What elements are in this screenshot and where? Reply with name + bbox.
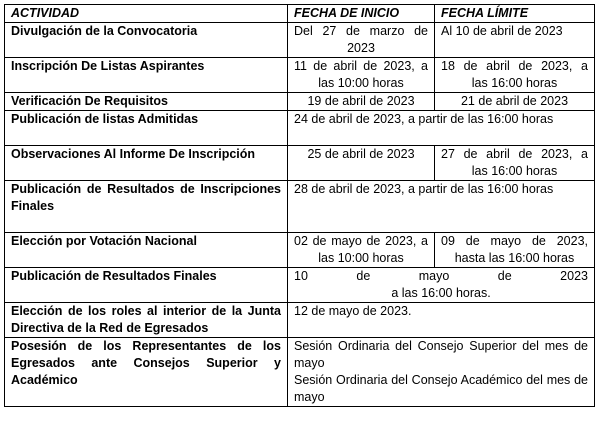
start-date-cell (288, 58, 435, 93)
table-row (5, 268, 595, 303)
activity-cell: Verificación De Requisitos (5, 93, 288, 111)
table-row (5, 338, 595, 407)
table-row (5, 303, 595, 338)
start-date-line1: 02 de mayo de 2023, a (294, 234, 428, 248)
activity-cell: Publicación de Resultados Finales (5, 268, 288, 303)
start-date-line2: 2023 (347, 41, 375, 55)
table-row (5, 93, 595, 111)
table-row (5, 58, 595, 93)
table-row (5, 233, 595, 268)
end-date-line2: las 16:00 horas (471, 76, 558, 90)
table-row (5, 181, 595, 233)
start-date-line2: las 10:00 horas (318, 251, 404, 265)
merged-date-line1: 10 de mayo de 2023 (294, 269, 588, 283)
activity-cell: Elección por Votación Nacional (5, 233, 288, 268)
start-date-cell: 25 de abril de 2023 (288, 146, 435, 181)
merged-date-line2: Sesión Ordinaria del Consejo Académico del mes de mayo (294, 373, 588, 404)
start-date-cell (288, 23, 435, 58)
schedule-table (4, 4, 595, 407)
activity-cell: Elección de los roles al interior de la Junta Directiva de la Red de Egresados (5, 303, 288, 338)
end-date-cell (435, 146, 595, 181)
end-date-line2: las 16:00 horas (471, 164, 558, 178)
merged-date-cell: 24 de abril de 2023, a partir de las 16:00 horas (288, 111, 595, 146)
end-date-line1: 09 de mayo de 2023, (441, 234, 588, 248)
merged-date-line1: Sesión Ordinaria del Consejo Superior del mes de mayo (294, 339, 588, 370)
end-date-line2: hasta las 16:00 horas (454, 251, 575, 265)
table-row (5, 111, 595, 146)
activity-cell: Publicación de Resultados de Inscripciones Finales (5, 181, 288, 233)
merged-date-cell (288, 268, 595, 303)
table-row (5, 146, 595, 181)
end-date-cell (435, 233, 595, 268)
end-date-cell: 21 de abril de 2023 (435, 93, 595, 111)
header-fecha-limite: FECHA LÍMITE (435, 5, 595, 23)
activity-cell: Publicación de listas Admitidas (5, 111, 288, 146)
start-date-line2: las 10:00 horas (318, 76, 404, 90)
table-row (5, 23, 595, 58)
end-date-cell (435, 58, 595, 93)
start-date-line1: 11 de abril de 2023, a (294, 59, 428, 73)
header-row (5, 5, 595, 23)
start-date-cell: 19 de abril de 2023 (288, 93, 435, 111)
header-fecha-inicio: FECHA DE INICIO (288, 5, 435, 23)
merged-date-cell (288, 338, 595, 407)
activity-cell: Posesión de los Representantes de los Egresados ante Consejos Superior y Académico (5, 338, 288, 407)
activity-cell: Divulgación de la Convocatoria (5, 23, 288, 58)
merged-date-line2: a las 16:00 horas. (391, 286, 491, 300)
activity-cell: Observaciones Al Informe De Inscripción (5, 146, 288, 181)
end-date-line1: 27 de abril de 2023, a (441, 147, 588, 161)
merged-date-cell: 12 de mayo de 2023. (288, 303, 595, 338)
merged-date-cell: 28 de abril de 2023, a partir de las 16:00 horas (288, 181, 595, 233)
activity-cell: Inscripción De Listas Aspirantes (5, 58, 288, 93)
header-actividad: ACTIVIDAD (5, 5, 288, 23)
end-date-line1: 18 de abril de 2023, a (441, 59, 588, 73)
end-date-cell: Al 10 de abril de 2023 (435, 23, 595, 58)
start-date-cell (288, 233, 435, 268)
start-date-line1: Del 27 de marzo de (294, 24, 428, 38)
